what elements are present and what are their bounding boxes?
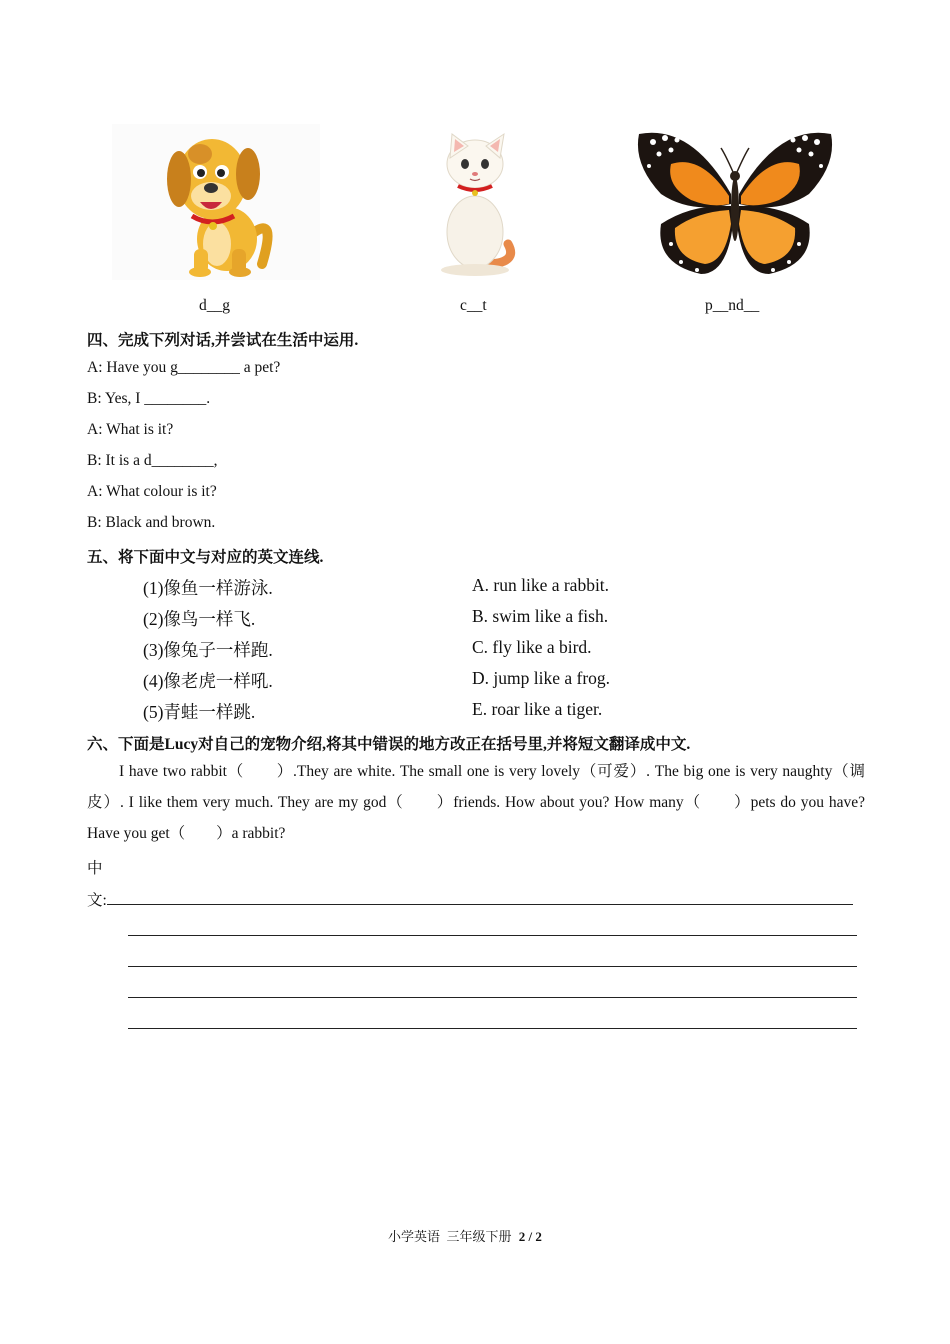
dog-picture <box>112 124 320 280</box>
page-number: 2 / 2 <box>518 1229 542 1244</box>
chinese-phrase: (1)像鱼一样游泳. <box>143 578 273 598</box>
english-phrase: D. jump like a frog. <box>472 668 611 688</box>
chinese-phrase: (3)像兔子一样跑. <box>143 640 273 660</box>
cat-picture <box>420 124 530 280</box>
dialogue-line: B: Yes, I ________. <box>87 390 211 407</box>
cat-label: c__t <box>460 297 487 314</box>
english-phrase: E. roar like a tiger. <box>472 699 603 719</box>
chinese-phrase: (5)青蛙一样跳. <box>143 702 256 722</box>
butterfly-label: p__nd__ <box>705 297 760 314</box>
answer-label: 中 <box>87 860 103 877</box>
chinese-phrase: (4)像老虎一样吼. <box>143 671 273 691</box>
answer-line[interactable] <box>128 1028 857 1029</box>
dialogue-line: A: Have you g________ a pet? <box>87 359 281 376</box>
dialogue-line: A: What is it? <box>87 421 174 438</box>
butterfly-picture <box>631 124 839 280</box>
answer-line[interactable] <box>128 966 857 967</box>
footer <box>388 1226 542 1245</box>
english-phrase: B. swim like a fish. <box>472 606 609 626</box>
english-phrase: A. run like a rabbit. <box>472 575 610 595</box>
section6-heading: 六、下面是Lucy对自己的宠物介绍,将其中错误的地方改正在括号里,并将短文翻译成中文. <box>87 736 691 753</box>
dialogue-line: A: What colour is it? <box>87 483 217 500</box>
dialogue-line: B: It is a d________, <box>87 452 218 469</box>
section5-heading: 五、将下面中文与对应的英文连线. <box>87 549 324 566</box>
answer-label: 文: <box>87 892 107 909</box>
section4-heading: 四、完成下列对话,并尝试在生活中运用. <box>87 332 359 349</box>
answer-line[interactable] <box>107 904 853 905</box>
answer-line[interactable] <box>128 997 857 998</box>
dog-label: d__g <box>199 297 230 314</box>
answer-line[interactable] <box>128 935 857 936</box>
chinese-phrase: (2)像鸟一样飞. <box>143 609 256 629</box>
footer-title: 小学英语 三年级下册 <box>388 1229 512 1244</box>
dialogue-line: B: Black and brown. <box>87 514 216 531</box>
passage-paragraph: I have two rabbit（ ）.They are white. The small one is very lovely（可爱）. The big one is very naughty（调皮）. I like them very much. They are my god（ ）friends. How about you? How many（ ）pets do you have? Have you get（ ）a rabbit? <box>87 763 865 842</box>
english-phrase: C. fly like a bird. <box>472 637 592 657</box>
